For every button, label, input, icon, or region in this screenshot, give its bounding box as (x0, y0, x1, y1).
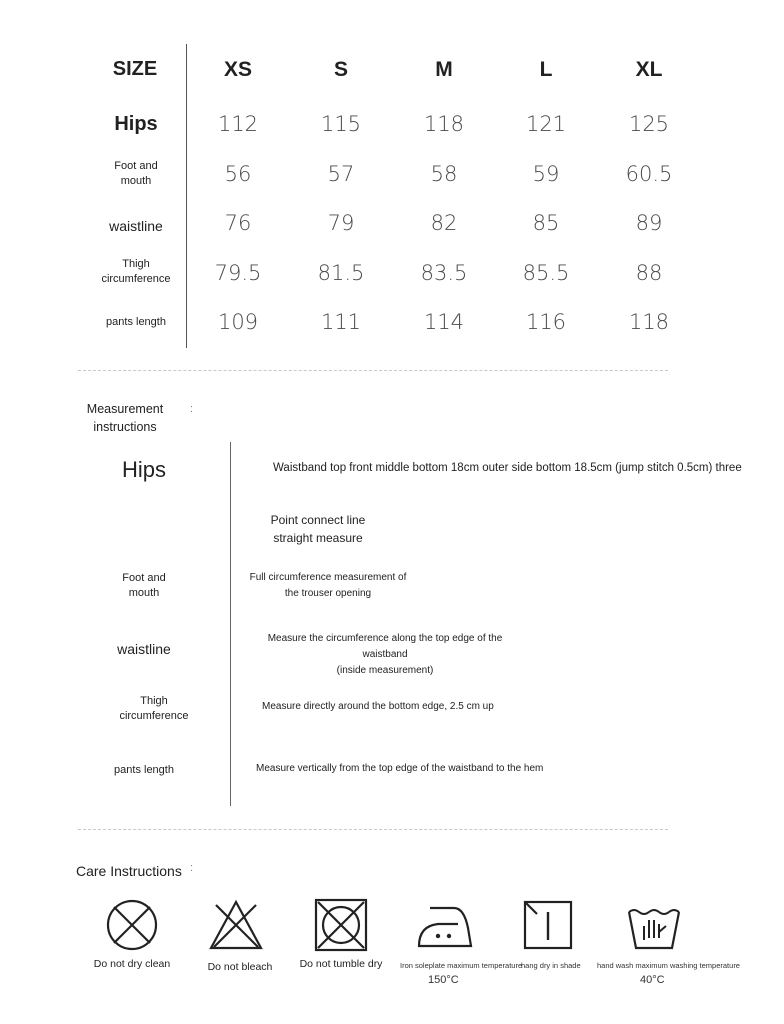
measure-desc-line: Measure the circumference along the top edge of the waistband (267, 633, 503, 660)
measurement-title-line: Measurement (86, 402, 164, 416)
table-cell: 79.5 (214, 261, 262, 285)
table-cell: 59 (532, 162, 560, 186)
table-cell: 56 (224, 162, 252, 186)
table-cell: 76 (224, 211, 252, 235)
do-not-tumble-dry-icon (314, 898, 368, 952)
measure-desc-pants-length: Measure vertically from the top edge of the waistband to the hem (256, 763, 544, 774)
table-cell: 58 (430, 162, 458, 186)
colon-mark: : (190, 862, 194, 874)
do-not-bleach-icon (208, 899, 264, 951)
care-label: hand wash maximum washing temperature (597, 961, 740, 970)
table-cell: 82 (430, 211, 458, 235)
row-label-line: mouth (120, 175, 152, 187)
measure-desc-thigh: Measure directly around the bottom edge, 2.5 cm up (262, 701, 494, 712)
measure-label-foot-and-mouth (98, 571, 190, 601)
measure-label-pants-length: pants length (114, 764, 174, 776)
table-cell: 85.5 (522, 261, 570, 285)
measure-desc-line: straight measure (273, 531, 363, 545)
iron-icon (416, 898, 474, 950)
measure-label-thigh-circumference (108, 694, 200, 724)
table-cell: 57 (327, 162, 355, 186)
measurement-title-line: instructions (93, 420, 157, 434)
care-label: Do not tumble dry (299, 958, 383, 970)
table-cell: 109 (217, 310, 259, 334)
table-cell: 118 (628, 310, 670, 334)
hang-dry-shade-icon (523, 900, 573, 950)
colon-mark: : (190, 403, 194, 415)
table-cell: 79 (327, 211, 355, 235)
care-temp: 40°C (640, 974, 665, 986)
do-not-dry-clean-icon (105, 898, 159, 952)
table-cell: 60.5 (625, 162, 673, 186)
measure-desc-waistline (250, 631, 520, 679)
row-label-thigh-circumference (96, 257, 176, 287)
table-cell: 125 (628, 112, 670, 136)
row-label-line: circumference (101, 273, 171, 285)
care-temp: 150°C (428, 974, 459, 986)
header-xl: XL (635, 58, 663, 81)
table-cell: 111 (320, 310, 362, 334)
measure-label-line: circumference (119, 710, 189, 722)
table-cell: 118 (423, 112, 465, 136)
table-cell: 115 (320, 112, 362, 136)
measure-desc-foot-and-mouth (243, 570, 413, 602)
measure-label-waistline: waistline (117, 641, 171, 657)
table-divider (186, 44, 187, 348)
measure-label-line: mouth (128, 587, 160, 599)
measure-desc-hips-extra (250, 511, 386, 547)
table-cell: 114 (423, 310, 465, 334)
table-cell: 81.5 (317, 261, 365, 285)
table-cell: 83.5 (420, 261, 468, 285)
table-cell: 85 (532, 211, 560, 235)
care-label: Do not bleach (207, 961, 273, 973)
care-title: Care Instructions (76, 863, 182, 879)
measure-label-hips: Hips (121, 457, 166, 482)
row-label-hips: Hips (114, 113, 158, 135)
table-cell: 88 (635, 261, 663, 285)
measurement-divider (230, 442, 231, 806)
section-divider (78, 829, 668, 830)
header-l: L (539, 58, 553, 81)
table-cell: 112 (217, 112, 259, 136)
care-label: hang dry in shade (521, 961, 581, 970)
measure-label-line: Thigh (140, 695, 168, 707)
header-m: M (435, 58, 453, 81)
header-size: SIZE (112, 58, 158, 80)
row-label-foot-and-mouth (96, 159, 176, 189)
measurement-title (80, 400, 170, 436)
row-label-waistline: waistline (109, 218, 163, 234)
header-s: S (333, 58, 348, 81)
hand-wash-icon (626, 902, 682, 952)
measure-desc-line: Point connect line (270, 513, 366, 527)
table-cell: 89 (635, 211, 663, 235)
row-label-line: Foot and (114, 160, 158, 172)
care-label: Do not dry clean (93, 958, 171, 970)
measure-label-line: Foot and (122, 572, 166, 584)
measure-desc-line: (inside measurement) (336, 665, 434, 676)
measure-desc-line: Full circumference measurement of (249, 572, 407, 583)
header-xs: XS (223, 58, 252, 81)
row-label-pants-length: pants length (106, 316, 166, 328)
table-cell: 116 (525, 310, 567, 334)
table-cell: 121 (525, 112, 567, 136)
care-label: Iron soleplate maximum temperature (400, 961, 523, 970)
section-divider (78, 370, 668, 371)
row-label-line: Thigh (122, 258, 150, 270)
measure-desc-hips: Waistband top front middle bottom 18cm outer side bottom 18.5cm (jump stitch 0.5cm) three (273, 462, 742, 474)
measure-desc-line: the trouser opening (284, 588, 372, 599)
